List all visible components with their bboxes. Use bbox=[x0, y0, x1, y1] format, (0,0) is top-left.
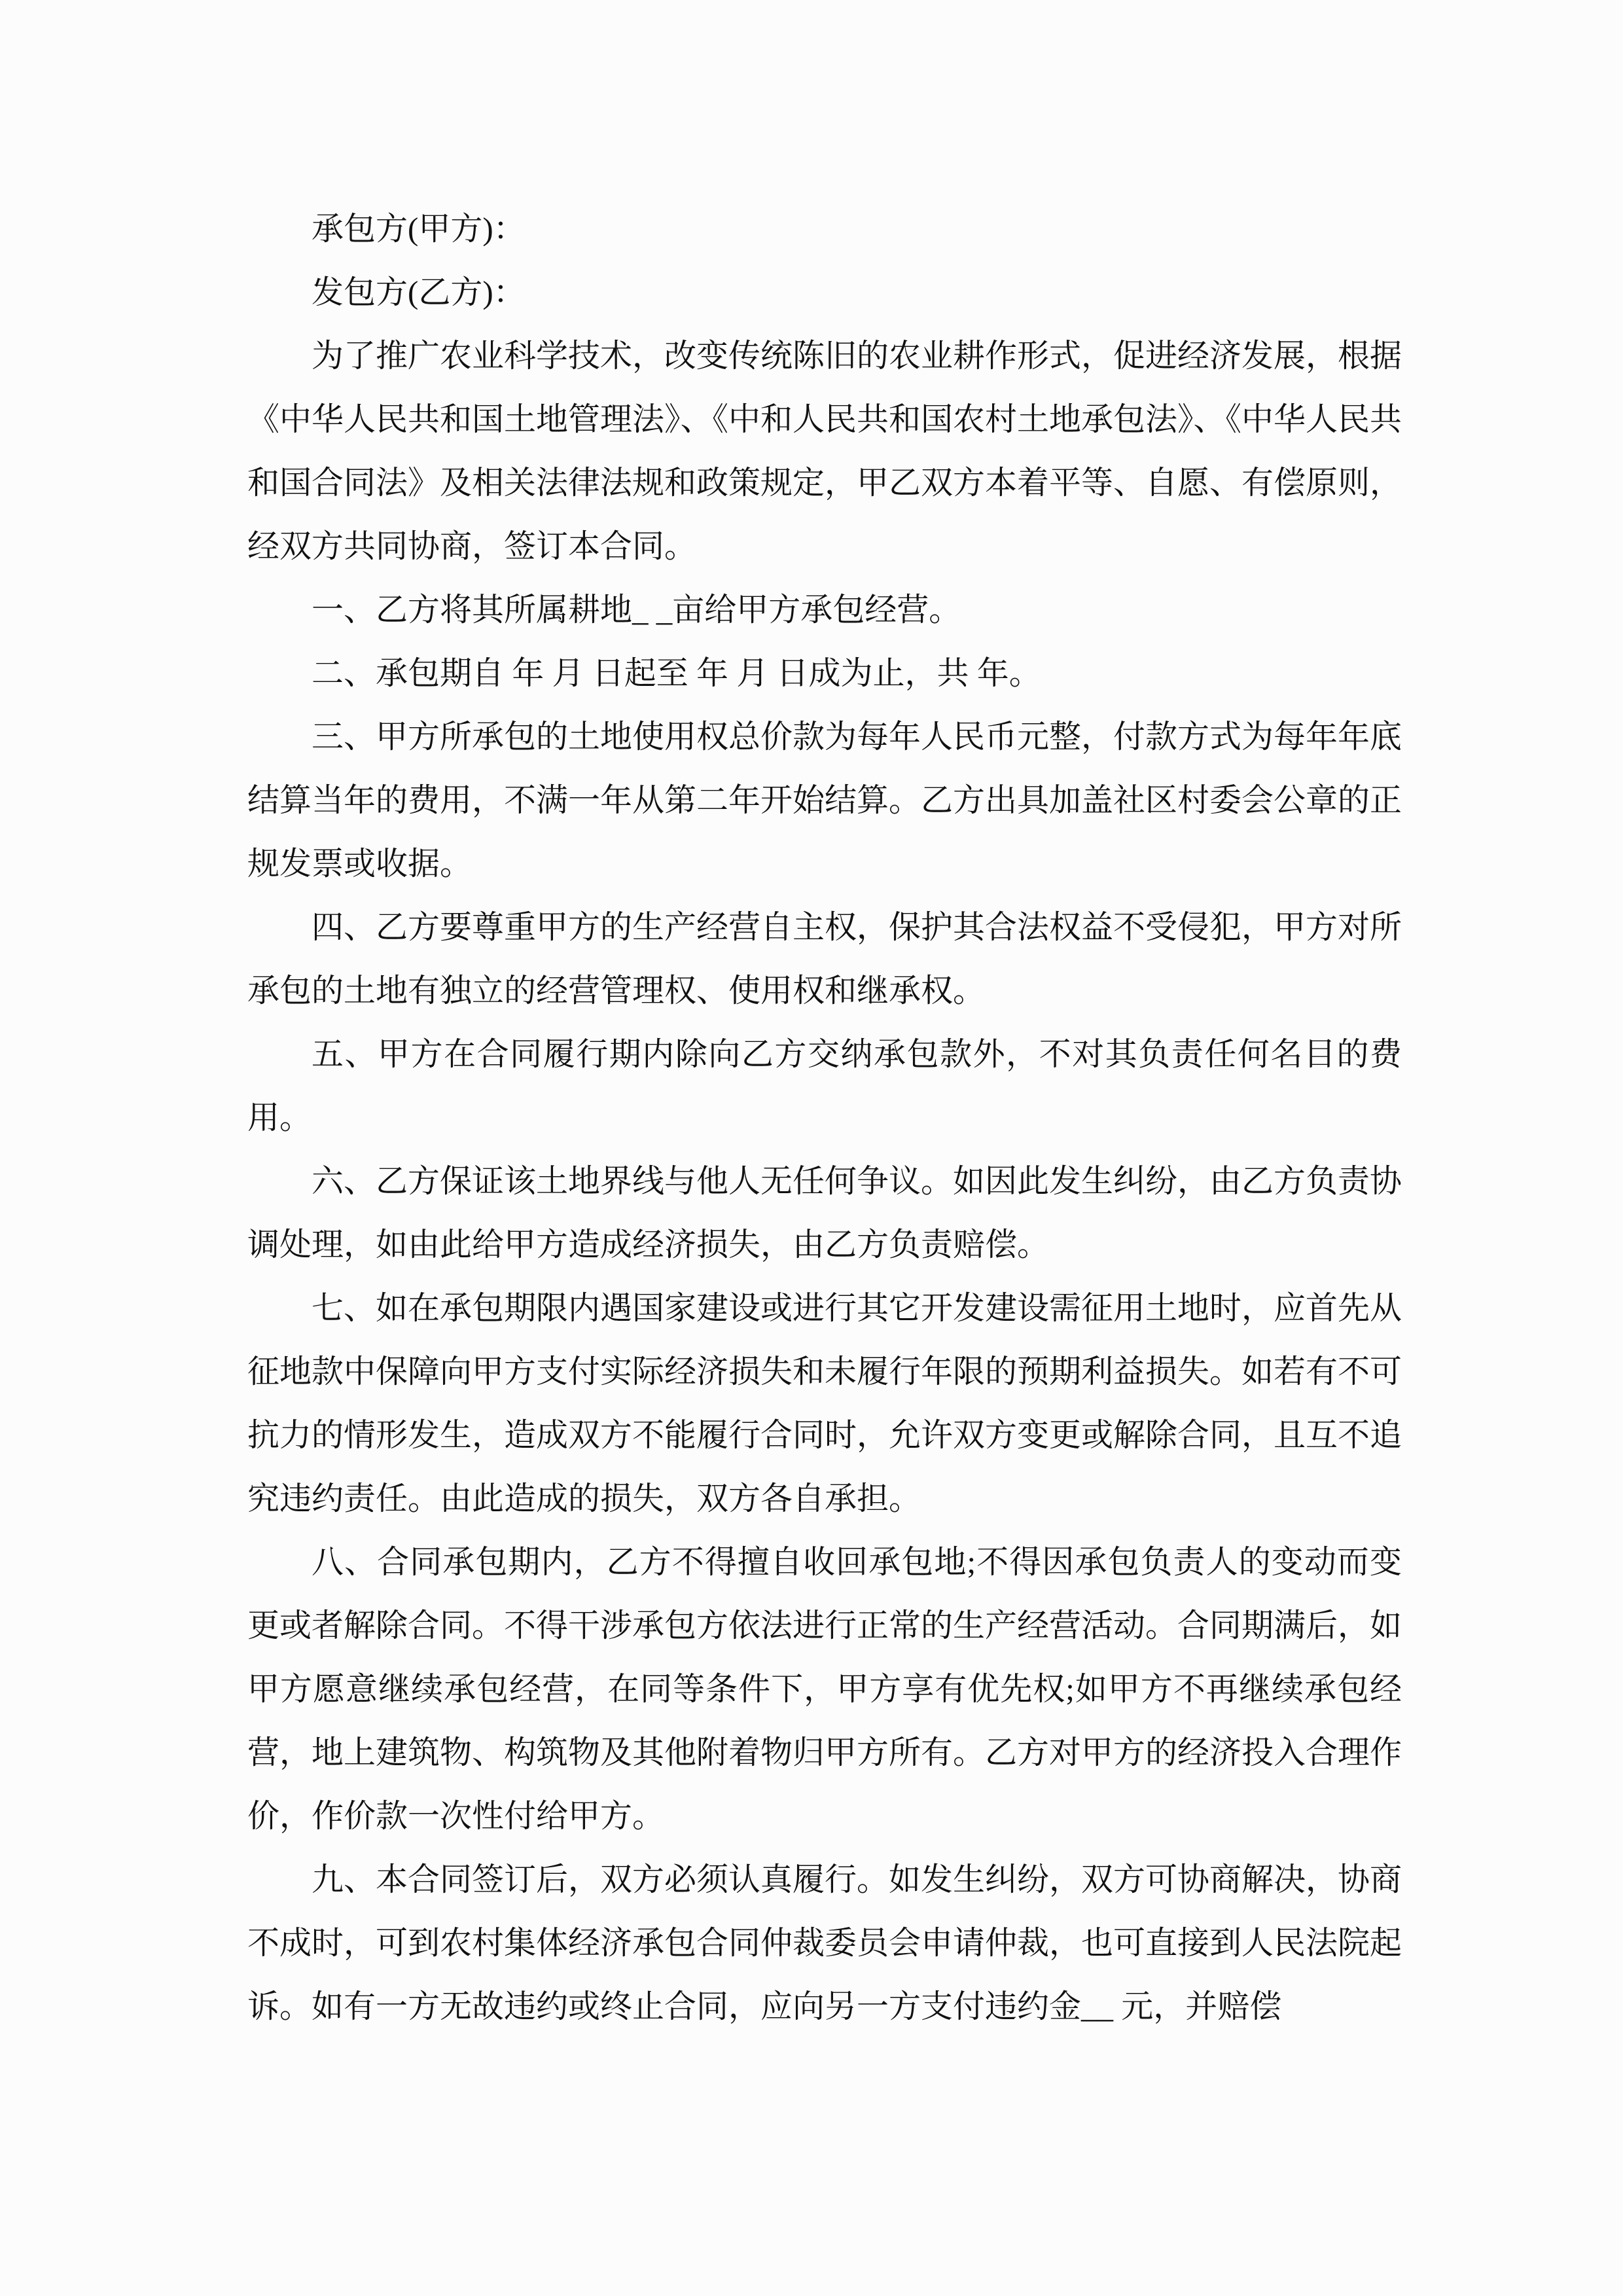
contract-body bbox=[247, 197, 1402, 2038]
party-a-line: 承包方(甲方)： bbox=[312, 211, 526, 247]
clause-4-paragraph: 四、乙方要尊重甲方的生产经营自主权，保护其合法权益不受侵犯，甲方对所承包的土地有独立的经营管理权、使用权和继承权。 bbox=[247, 909, 1402, 1009]
clause-6-paragraph: 六、乙方保证该土地界线与他人无任何争议。如因此发生纠纷，由乙方负责协调处理，如由此给甲方造成经济损失，由乙方负责赔偿。 bbox=[247, 1163, 1402, 1263]
clause-7-paragraph: 七、如在承包期限内遇国家建设或进行其它开发建设需征用土地时，应首先从征地款中保障向甲方支付实际经济损失和未履行年限的预期利益损失。如若有不可抗力的情形发生，造成双方不能履行合同时，允许双方变更或解除合同，且互不追究违约责任。由此造成的损失，双方各自承担。 bbox=[247, 1290, 1402, 1516]
clause-3-paragraph: 三、甲方所承包的土地使用权总价款为每年人民币元整，付款方式为每年年底结算当年的费用，不满一年从第二年开始结算。乙方出具加盖社区村委会公章的正规发票或收据。 bbox=[247, 719, 1402, 882]
clause-8-paragraph: 八、合同承包期内，乙方不得擅自收回承包地;不得因承包负责人的变动而变更或者解除合同。不得干涉承包方依法进行正常的生产经营活动。合同期满后，如甲方愿意继续承包经营，在同等条件下，甲方享有优先权;如甲方不再继续承包经营，地上建筑物、构筑物及其他附着物归甲方所有。乙方对甲方的经济投入合理作价，作价款一次性付给甲方。 bbox=[247, 1544, 1402, 1834]
preamble-paragraph: 为了推广农业科学技术，改变传统陈旧的农业耕作形式，促进经济发展，根据《中华人民共和国土地管理法》、《中和人民共和国农村土地承包法》、《中华人民共和国合同法》及相关法律法规和政策规定，甲乙双方本着平等、自愿、有偿原则，经双方共同协商，签订本合同。 bbox=[247, 338, 1402, 564]
clause-1-paragraph: 一、乙方将其所属耕地_ _亩给甲方承包经营。 bbox=[312, 592, 961, 628]
clause-5-paragraph: 五、甲方在合同履行期内除向乙方交纳承包款外，不对其负责任何名目的费用。 bbox=[247, 1036, 1402, 1136]
clause-2-paragraph: 二、承包期自 年 月 日起至 年 月 日成为止，共 年。 bbox=[312, 655, 1041, 691]
clause-9-paragraph: 九、本合同签订后，双方必须认真履行。如发生纠纷，双方可协商解决，协商不成时，可到农村集体经济承包合同仲裁委员会申请仲裁，也可直接到人民法院起诉。如有一方无故违约或终止合同，应向另一方支付违约金__ 元，并赔偿 bbox=[247, 1861, 1402, 2024]
party-b-line: 发包方(乙方)： bbox=[312, 274, 526, 310]
